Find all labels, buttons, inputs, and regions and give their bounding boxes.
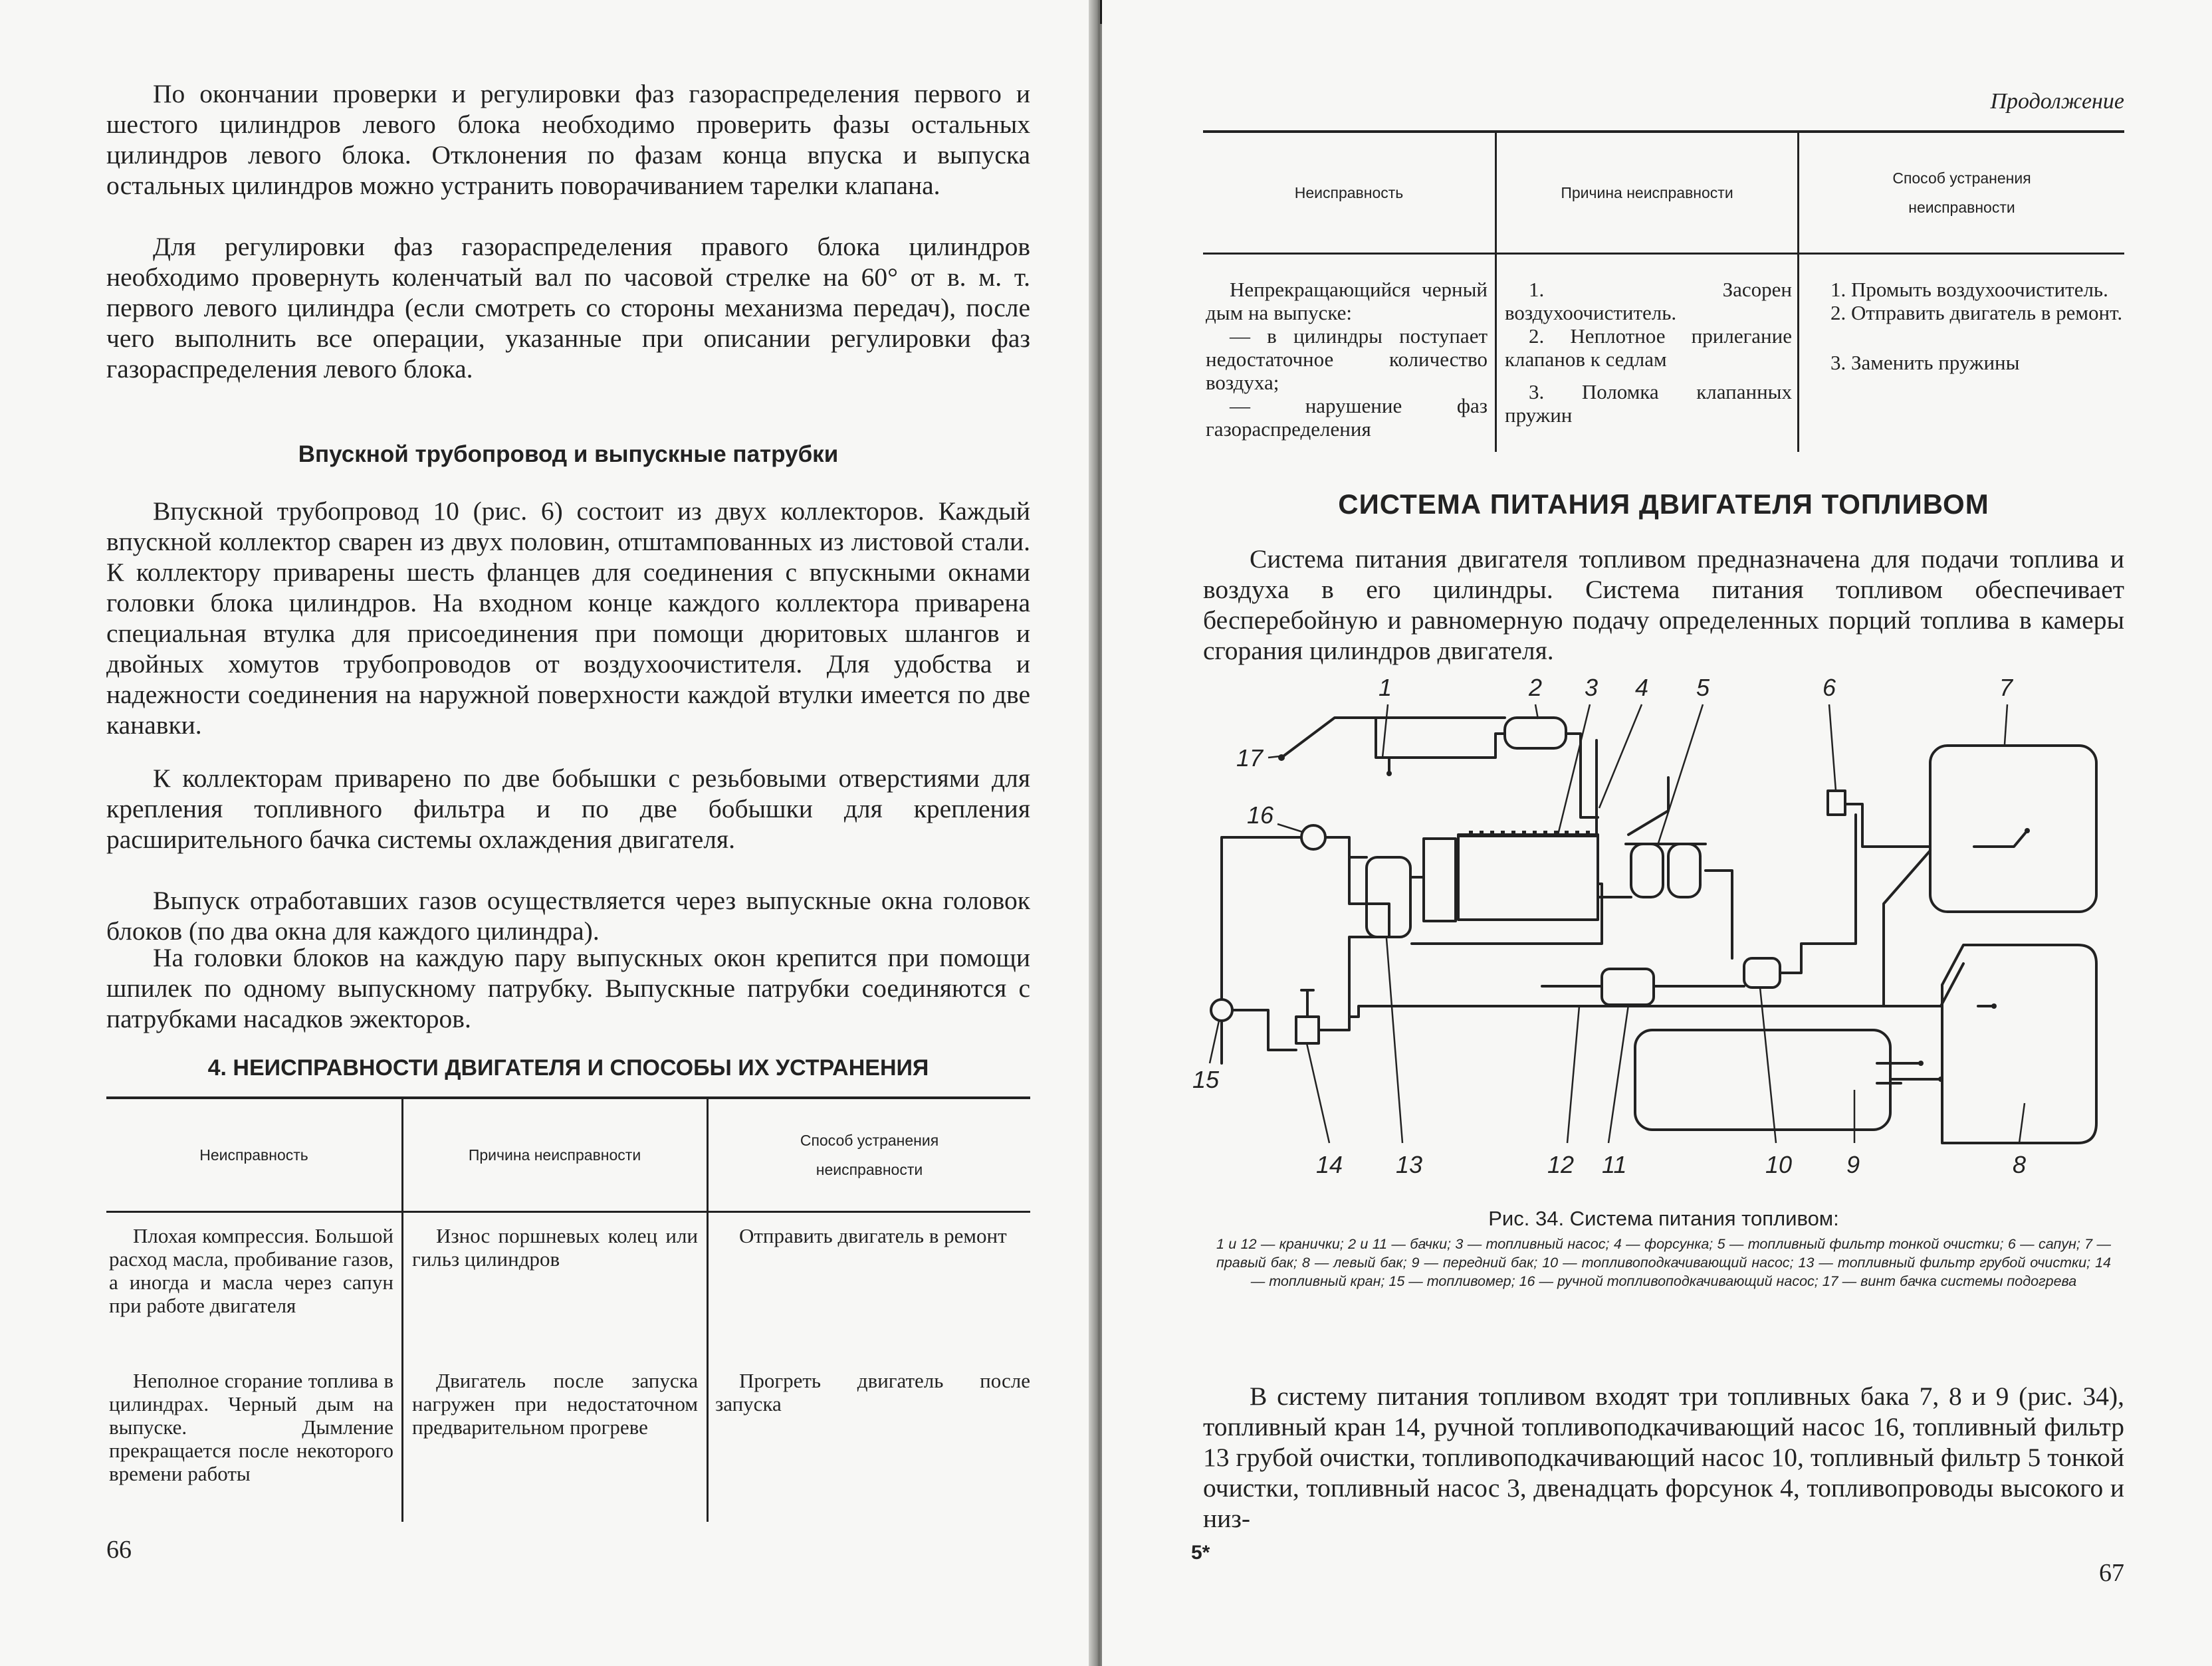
fuel-system-title: СИСТЕМА ПИТАНИЯ ДВИГАТЕЛЯ ТОПЛИВОМ — [1338, 488, 1989, 520]
continuation-label: Продолжение — [1990, 89, 2124, 114]
chapter-title: 4. НЕИСПРАВНОСТИ ДВИГАТЕЛЯ И СПОСОБЫ ИХ УСТРАНЕНИЯ — [207, 1055, 929, 1081]
feed-pump-10 — [1744, 958, 1780, 988]
figure-label: 17 — [1236, 744, 1264, 772]
right-tank-7 — [1930, 746, 2096, 912]
left-paragraph-1: По окончании проверки и регулировки фаз газораспределения первого и шестого цилиндров левого блока необходимо проверить фазы остальных цилиндров левого блока. Отклонения по фазам конца впуска и выпуска остальных цилиндров можно устранить поворачиванием тарелки клапана. — [106, 79, 1030, 200]
table-cell — [1206, 278, 1488, 441]
fuel-tap-14 — [1296, 1017, 1319, 1043]
fuel-system-diagram — [1190, 674, 2114, 1190]
fuel-gauge-15 — [1211, 999, 1232, 1021]
cell-line: 2. Отправить двигатель в ремонт. — [1830, 301, 2123, 324]
table-header-cell: Неисправность — [199, 1146, 308, 1164]
cell-line: 3. Заменить пружины — [1830, 351, 2020, 374]
figure-label: 16 — [1247, 801, 1274, 829]
figure-caption-title: Рис. 34. Система питания топливом: — [1488, 1207, 1839, 1230]
table-cell: Двигатель после запуска нагружен при недостаточном предварительном прогреве — [412, 1369, 698, 1439]
left-paragraph-3: Впускной трубопровод 10 (рис. 6) состоит из двух коллекторов. Каждый впускной коллектор сварен из двух половин, отштампованных из листовой стали. К коллектору приварены шесть фланцев для соединения с впускными окнами головки блока цилиндров. На входном конце каждого коллектора приварена специальная втулка для присоединения при помощи дюритовых шлангов и двойных хомутов трубопроводов от воздухоочистителя. Для удобства и надежности соединения на наружной поверхности каждой втулки имеется по две канавки. — [106, 496, 1030, 740]
figure-label: 5 — [1696, 674, 1710, 701]
diagram-svg — [1190, 678, 2114, 1190]
fuel-paragraph-end: В систему питания топливом входят три топливных бака 7, 8 и 9 (рис. 34), топливный кран 14, ручной топливоподкачивающий насос 16, топливный фильтр 13 грубой очистки, топливоподкачивающий насос 10, топливный фильтр 5 тонкой очистки, топливный насос 3, двенадцать форсунок 4, топливопроводы высокого и низ- — [1203, 1382, 2124, 1533]
cell-line: 2. Неплотное прилегание клапанов к седлам — [1505, 324, 1792, 371]
table-header-rule — [106, 1211, 1030, 1213]
fuel-pump-3 — [1458, 835, 1598, 920]
left-paragraph-2: Для регулировки фаз газораспределения правого блока цилиндров необходимо провернуть коленчатый вал по часовой стрелке на 60° от в. м. т. первого левого цилиндра (если смотреть со стороны механизма передач), после чего выполнить все операции, указанные при описании регулировки фаз газораспределения левого блока. — [106, 232, 1030, 383]
table-cell: Износ поршневых колец или гильз цилиндров — [412, 1224, 698, 1271]
figure-label: 7 — [1999, 674, 2013, 701]
figure-label: 15 — [1192, 1066, 1220, 1093]
figure-label: 1 — [1379, 674, 1392, 701]
signature-mark: 5* — [1191, 1542, 1210, 1564]
cell-line: 1. Промыть воздухоочиститель. — [1830, 278, 2108, 301]
cell-line: 1. Засорен воздухоочиститель. — [1505, 278, 1792, 324]
left-paragraph-6: На головки блоков на каждую пару выпускных окон крепится при помощи шпилек по одному выпускному патрубку. Выпускные патрубки соединяются с патрубками насадков эжекторов. — [106, 943, 1030, 1033]
figure-label: 12 — [1547, 1151, 1575, 1178]
table-header-cell: Способ устранения неисправности — [1892, 169, 2031, 216]
table-cell: Отправить двигатель в ремонт — [739, 1224, 1007, 1247]
table-cell: Неполное сгорание топлива в цилиндрах. Черный дым на выпуске. Дымление прекращается после некоторого времени работы — [109, 1369, 393, 1485]
figure-label: 14 — [1316, 1151, 1343, 1178]
front-tank-9 — [1635, 1030, 1890, 1130]
figure-label: 9 — [1846, 1151, 1860, 1178]
fuel-intro-paragraph: Система питания двигателя топливом предназначена для подачи топлива и воздуха в его цилиндры. Система питания топливом обеспечивает бесперебойную и равномерную подачу определенных порций топлива в камеры сгорания цилиндров двигателя. — [1203, 544, 2124, 665]
fine-filter-5 — [1631, 844, 1663, 897]
figure-caption-text: 1 и 12 — кранички; 2 и 11 — бачки; 3 — топливный насос; 4 — форсунка; 5 — топливный фильтр тонкой очистки; 6 — сапун; 7 — правый бак; 8 — левый бак; 9 — передний бак; 10 — топливоподкачивающий насос; 13 — топливный фильтр грубой очистки; 14 — топливный кран; 15 — топливомер; 16 — ручной топливоподкачивающий насос; 17 — винт бачка системы подогрева — [1216, 1236, 2111, 1289]
hand-pump-16 — [1301, 825, 1325, 849]
figure-label: 2 — [1529, 674, 1543, 701]
small-tank-2 — [1505, 718, 1566, 748]
table-header-cell: Причина неисправности — [468, 1146, 641, 1164]
figure-label: 3 — [1585, 674, 1599, 701]
breather-6 — [1828, 791, 1845, 815]
left-page — [0, 0, 1097, 1666]
table-cell — [1807, 278, 2124, 374]
table-header-cell: Причина неисправности — [1561, 184, 1733, 201]
left-paragraph-4: К коллекторам приварено по две бобышки с резьбовыми отверстиями для крепления топливного фильтра и по две бобышки для крепления расширительного бачка системы охлаждения двигателя. — [106, 764, 1030, 854]
figure-label: 6 — [1823, 674, 1836, 701]
pump-housing — [1424, 839, 1456, 921]
section-title: Впускной трубопровод и выпускные патрубки — [298, 441, 839, 467]
cell-line: — в цилиндры поступает недостаточное количество воздуха; — [1206, 324, 1488, 394]
cell-line: Непрекращающийся черный дым на выпуске: — [1206, 278, 1488, 324]
figure-label: 4 — [1635, 674, 1649, 701]
figure-label: 13 — [1396, 1151, 1423, 1178]
left-paragraph-5: Выпуск отработавших газов осуществляется через выпускные окна головок блоков (по два окна для каждого цилиндра). — [106, 886, 1030, 946]
table-cell: Плохая компрессия. Большой расход масла, пробивание газов, а иногда и масла через сапун при работе двигателя — [109, 1224, 393, 1317]
figure-label: 11 — [1602, 1151, 1627, 1178]
figure-label: 8 — [2013, 1151, 2027, 1178]
cell-line: 3. Поломка клапанных пружин — [1505, 380, 1792, 427]
page-number-right: 67 — [2099, 1559, 2124, 1587]
table-header-cell: Способ устранения неисправности — [800, 1132, 939, 1178]
figure-label: 10 — [1765, 1151, 1793, 1178]
left-tank-8 — [1942, 945, 2096, 1143]
table-header-cell: Неисправность — [1294, 184, 1404, 201]
cell-line: — нарушение фаз газораспределения — [1206, 394, 1488, 441]
small-tank-11 — [1602, 969, 1654, 1005]
fine-filter-5b — [1668, 844, 1700, 897]
table-header-rule — [1203, 253, 2124, 255]
table-cell — [1505, 278, 1792, 427]
table-cell: Прогреть двигатель после запуска — [715, 1369, 1030, 1415]
page-number-left: 66 — [106, 1536, 132, 1564]
table-top-rule — [1203, 130, 2124, 133]
table-top-rule — [106, 1096, 1030, 1099]
